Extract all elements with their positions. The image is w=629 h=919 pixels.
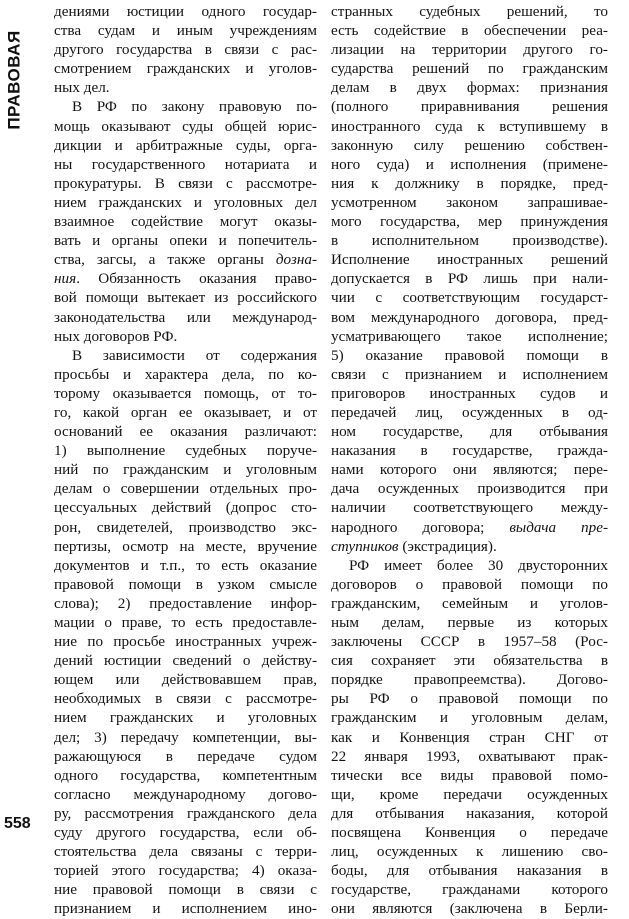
text-run: торией этого государства; 4) оказа- [54,862,317,880]
text-run: допускается в РФ лишь при нали- [331,270,608,288]
text-line [331,728,608,747]
text-run: слова); 2) предоставление инфор- [54,594,317,612]
text-run: ного суда) и исполнения (примене- [331,155,608,173]
text-line [331,384,608,403]
section-title-text: ПРАВОВАЯ [5,30,24,130]
text-run: суду другого государства, если об- [54,824,317,842]
text-line [54,365,317,384]
text-line [54,136,317,155]
text-line [331,308,608,327]
text-run: странных судебных решений, то [331,3,608,20]
text-line [54,575,317,594]
text-line [331,518,608,537]
text-run: ющем или действовавшем прав, [54,671,317,689]
text-line [331,613,608,632]
text-run: посвящена Конвенция о передаче [331,824,608,842]
italic-term: ния [54,270,77,288]
text-run: мого государства, мер принуждения [331,213,608,231]
text-line [54,174,317,193]
text-line [331,632,608,651]
text-run: делам о совершении отдельных про- [54,480,317,498]
text-run: дений юстиции сведений о действу- [54,652,317,670]
text-run: ния к должнику в порядке, пред- [331,174,608,192]
text-run: боды, для отбывания наказания в [331,862,608,880]
text-run: нием гражданских и уголовных [54,709,317,727]
text-run: сударства решений по гражданским [331,60,608,78]
text-line [54,880,317,899]
text-run: ры РФ о правовой помощи по [331,690,608,708]
text-line [331,594,608,613]
text-run: вать и органы опеки и попечитель- [54,232,317,250]
text-line [331,136,608,155]
text-line [331,193,608,212]
text-run: тически все виды правовой помо- [331,766,608,784]
text-line [54,479,317,498]
italic-term: дозна- [275,251,317,269]
italic-term: ступников [331,537,399,555]
text-line [54,21,317,40]
text-line [54,441,317,460]
text-line [331,842,608,861]
text-run: признанием и исполнением ино- [54,900,317,918]
text-run: прокуратуры. В связи с рассмотре- [54,174,317,192]
text-run: усмотренном законом запрашивае- [331,193,608,211]
text-run: иностранного суда к вступившему в [331,117,608,135]
text-run: передачей лиц, осужденных в од- [331,403,608,421]
text-line [331,460,608,479]
text-line [331,212,608,231]
text-line [331,346,608,365]
text-line [54,728,317,747]
text-run: нием гражданских и уголовных дел [54,193,317,211]
text-run: дача осужденных производится при [331,480,608,498]
text-run: нами которого они являются; пере- [331,461,608,479]
text-run: наличии соответствующего между- [331,499,608,517]
text-line [54,40,317,59]
text-run: ных дел. [54,79,110,97]
text-run: РФ имеет более 30 двусторонних [349,556,608,574]
text-run: документов и т.п., то есть оказание [54,556,317,574]
text-line [331,365,608,384]
text-line [54,747,317,766]
text-line [331,250,608,269]
text-run: просьбы и характера дела, по ко- [54,365,317,383]
text-run: ном государстве, для отбывания [331,423,608,441]
text-line [54,250,317,269]
text-line [54,2,317,21]
text-line [54,804,317,823]
text-run: гражданским и уголовным делам, [331,709,608,727]
text-run: дикции и арбитражные суды, орга- [54,136,317,154]
text-line [331,174,608,193]
text-line [54,403,317,422]
text-line [54,766,317,785]
text-line [54,117,317,136]
text-run: они являются (заключена в Берли- [331,900,608,918]
text-line [54,269,317,288]
text-line [331,155,608,174]
text-line [331,498,608,517]
text-line [54,327,317,346]
text-line [331,21,608,40]
text-line [54,288,317,307]
text-line [331,880,608,899]
text-run: другого государства в связи с рас- [54,41,317,59]
text-line [331,899,608,918]
text-line [331,785,608,804]
text-line [331,40,608,59]
text-line [331,708,608,727]
text-line [331,441,608,460]
text-line [331,59,608,78]
text-run: взаимное содействие могут оказы- [54,213,317,231]
text-run: делам в двух формах: признания [331,79,608,97]
text-line [54,97,317,116]
text-line [331,288,608,307]
text-line [331,327,608,346]
text-line [331,689,608,708]
text-line [54,460,317,479]
text-line [331,766,608,785]
text-line [54,537,317,556]
text-run: рон, свидетелей, производство экс- [54,518,317,536]
text-line [54,861,317,880]
text-line [54,155,317,174]
text-line [54,823,317,842]
text-run: смотрением гражданских и уголов- [54,60,317,78]
text-run: ние правовой помощи в связи с [54,881,317,899]
text-run: законную силу решению собствен- [331,136,608,154]
text-line [331,403,608,422]
text-line [331,2,608,21]
text-line [54,498,317,517]
text-line [331,117,608,136]
text-line [331,78,608,97]
text-run: В зависимости от содержания [72,346,317,364]
text-run: договоров о правовой помощи по [331,575,608,593]
text-run: ний по гражданским и уголовным [54,461,317,479]
text-line [331,231,608,250]
text-run: пертизы, осмотр на месте, вручение [54,537,317,555]
text-run: правовой помощи в узком смысле [54,575,317,593]
text-run: согласно международному догово- [54,785,317,803]
text-run: торому оказывается помощь, от то- [54,384,317,402]
text-run: ных договоров РФ. [54,327,178,345]
text-line [54,422,317,441]
text-run: дениями юстиции одного государ- [54,3,317,20]
section-title-vertical [4,20,26,140]
text-run: сия сохраняет эти обязательства в [331,652,608,670]
text-run: необходимых в связи с рассмотре- [54,690,317,708]
text-run: лиц, осужденных к лишению сво- [331,843,608,861]
text-run: (экстрадиция). [398,537,497,555]
text-run: (полного приравнивания решения [331,98,608,116]
text-run: дел; 3) передачу компетенции, вы- [54,728,317,746]
text-line [54,59,317,78]
text-run: чии с соответствующим государст- [331,289,608,307]
text-line [54,231,317,250]
text-line [331,269,608,288]
text-line [54,193,317,212]
text-run: одного государства, компетентным [54,766,317,784]
text-run: законодательства или международ- [54,308,317,326]
text-line [331,651,608,670]
text-line [331,575,608,594]
text-run: ние по просьбе иностранных учреж- [54,633,317,651]
text-line [54,212,317,231]
text-run: для отбывания наказания, которой [331,804,608,822]
text-line [331,823,608,842]
right-text-column [331,2,608,919]
text-run: связи с признанием и исполнением [331,365,608,383]
text-line [54,613,317,632]
text-run: вой помощи вытекает из российского [54,289,317,307]
text-line [54,308,317,327]
text-line [54,899,317,918]
text-line [331,537,608,556]
text-run: вом международного договора, пред- [331,308,608,326]
text-line [331,479,608,498]
text-run: 22 января 1993, охватывают прак- [331,747,608,765]
text-line [54,632,317,651]
text-run: оснований ее оказания различают: [54,423,317,441]
text-run: ным делам, первые из которых [331,614,608,631]
text-run: усматривающего такое исполнение; [331,327,608,345]
text-run: ства, загсы, а также органы [54,251,276,269]
text-line [54,78,317,97]
text-run: приговоров иностранных судов и [331,384,608,402]
text-line [54,346,317,365]
text-line [331,422,608,441]
text-run: мощь оказывают суды общей юрис- [54,117,317,135]
text-run: 1) выполнение судебных поруче- [54,442,317,460]
text-run: ны государственного нотариата и [54,155,317,173]
text-line [331,556,608,575]
text-line [54,842,317,861]
text-line [54,518,317,537]
text-run: го, какой орган ее оказывает, и от [54,403,317,421]
text-run: в исполнительном производстве). [331,232,608,250]
text-run: 5) оказание правовой помощи в [331,346,608,364]
text-run: заключены СССР в 1957–58 (Рос- [331,633,608,651]
text-run: ства судам и иным учреждениям [54,22,317,40]
text-line [331,747,608,766]
text-line [331,97,608,116]
text-line [54,384,317,403]
text-line [54,651,317,670]
text-run: ражающуюся в передачe судом [54,747,317,765]
text-line [54,785,317,804]
text-run: . Обязанность оказания право- [76,270,317,288]
text-run: Исполнение иностранных решений [331,251,608,269]
text-run: лизации на территории другого го- [331,41,608,59]
text-run: ру, рассмотрения гражданского дела [54,804,317,822]
text-run: В РФ по закону правовую по- [72,98,317,116]
page-number: 558 [4,815,31,832]
text-run: порядке правопреемства). Догово- [331,671,608,689]
text-line [331,670,608,689]
text-run: стоятельства дела связаны с терри- [54,843,317,861]
text-line [331,804,608,823]
text-run: народного договора; [331,518,510,536]
text-run: гражданским, семейным и уголов- [331,594,608,612]
text-run: наказания в государстве, гражда- [331,442,608,460]
text-run: есть содействие в обеспечении реа- [331,22,608,40]
text-run: мации о праве, то есть предоставле- [54,614,317,631]
left-text-column [54,2,317,919]
text-line [54,670,317,689]
text-run: цессуальных действий (допрос сто- [54,499,317,517]
text-line [54,689,317,708]
text-line [54,594,317,613]
italic-term: выдача пре- [509,518,608,536]
text-run: государстве, гражданами которого [331,881,608,899]
text-line [54,556,317,575]
text-run: щи, кроме передачи осужденных [331,785,608,803]
text-run: как и Конвенция стран СНГ от [331,728,608,746]
text-line [54,708,317,727]
text-line [331,861,608,880]
